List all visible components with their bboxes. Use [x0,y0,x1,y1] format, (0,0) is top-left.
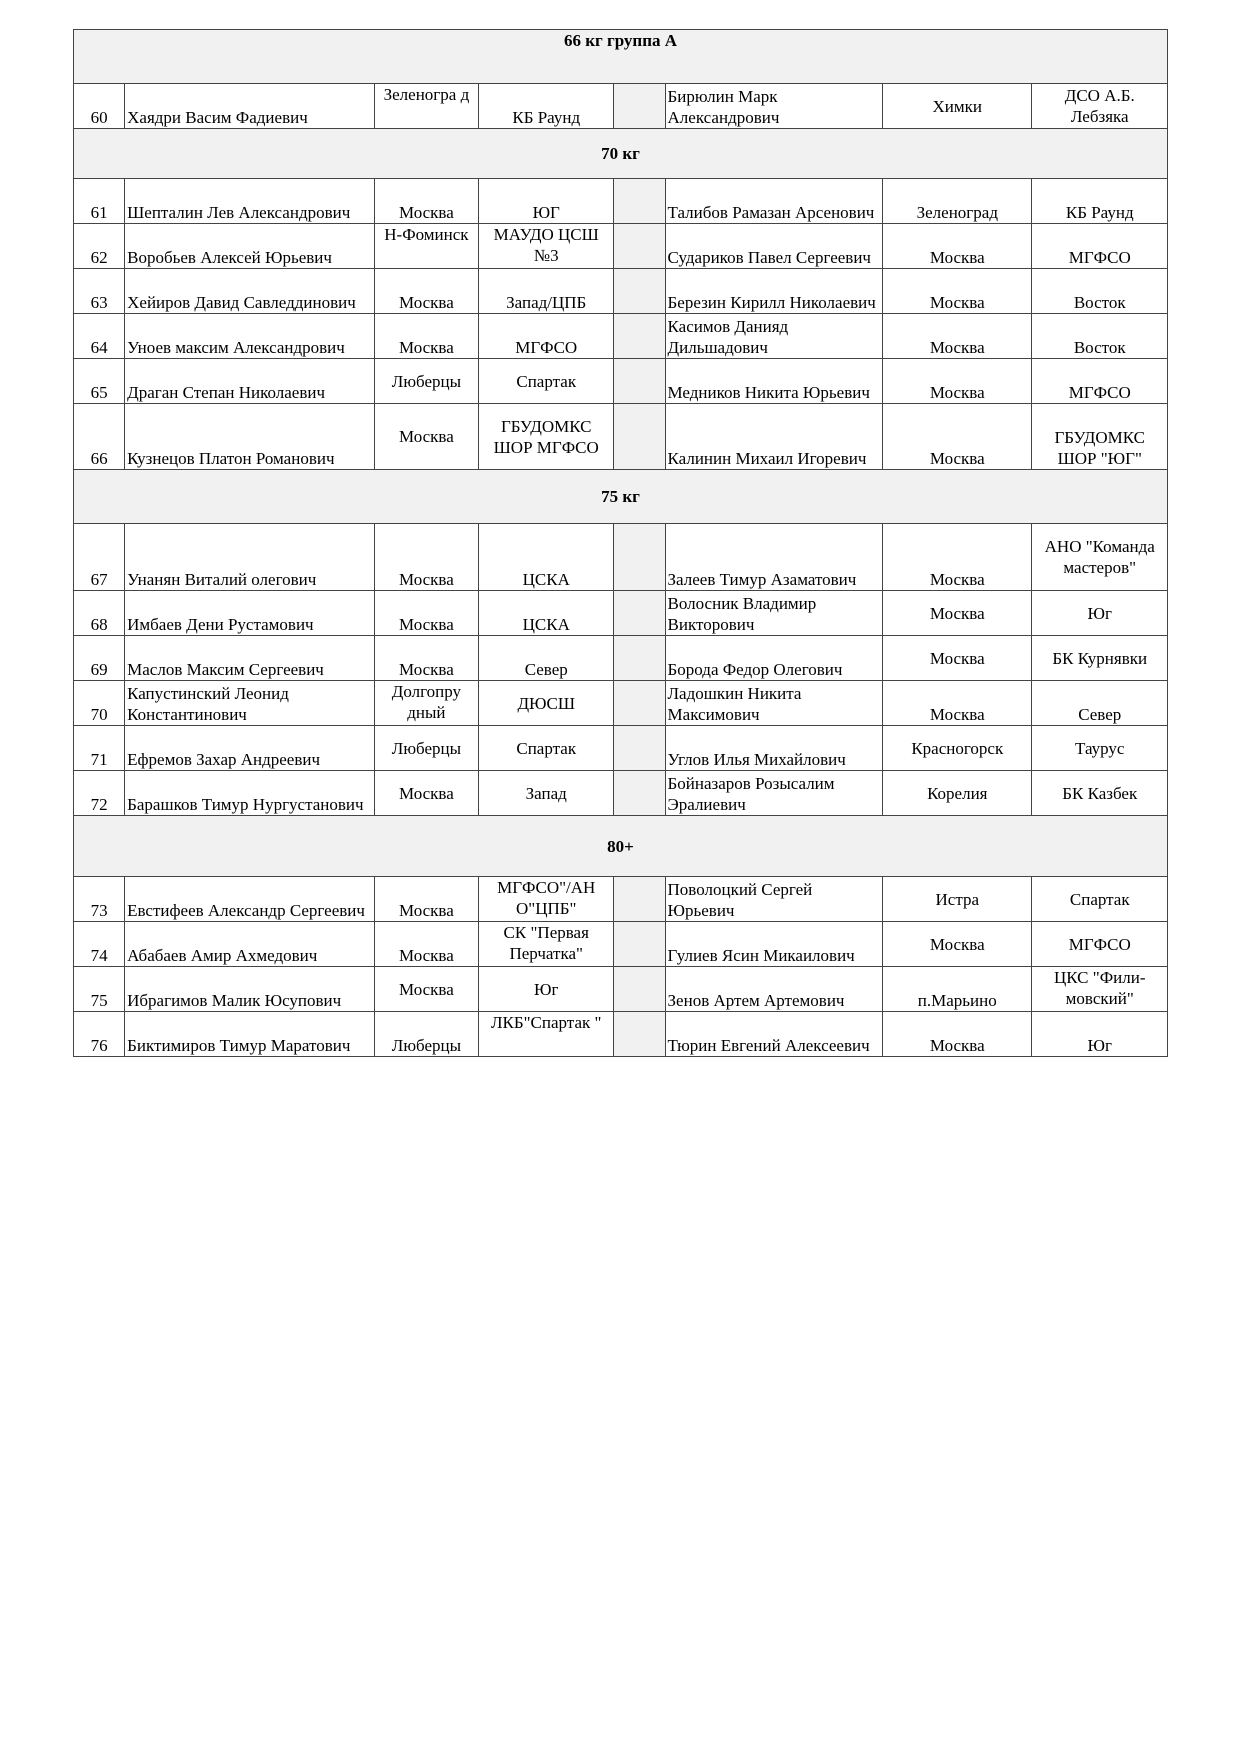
blue-corner-name: Волосник Владимир Викторович [665,591,883,636]
blue-corner-club: ДСО А.Б. Лебзяка [1032,84,1168,129]
blue-corner-name: Бойназаров Розысалим Эралиевич [665,771,883,816]
blue-corner-city: Москва [883,922,1032,967]
table-row [74,591,1168,636]
divider-cell [614,591,665,636]
table-row [74,771,1168,816]
blue-corner-club: Спартак [1032,877,1168,922]
blue-corner-city: Химки [883,84,1032,129]
divider-cell [614,314,665,359]
blue-corner-club: Север [1032,681,1168,726]
divider-cell [614,269,665,314]
blue-corner-city: Москва [883,681,1032,726]
table-row [74,681,1168,726]
blue-corner-name: Судариков Павел Сергеевич [665,224,883,269]
blue-corner-city: Москва [883,314,1032,359]
red-corner-name: Хаядри Васим Фадиевич [125,84,375,129]
bout-number: 68 [74,591,125,636]
blue-corner-city: Москва [883,1012,1032,1057]
red-corner-name: Ибрагимов Малик Юсупович [125,967,375,1012]
red-corner-city: Н-Фоминск [374,224,478,269]
table-row [74,524,1168,591]
blue-corner-city: Москва [883,591,1032,636]
bout-number: 64 [74,314,125,359]
red-corner-club: Север [479,636,614,681]
table-row [74,404,1168,470]
red-corner-name: Воробьев Алексей Юрьевич [125,224,375,269]
blue-corner-club: Таурус [1032,726,1168,771]
bout-number: 66 [74,404,125,470]
red-corner-club: МАУДО ЦСШ №3 [479,224,614,269]
blue-corner-city: Красногорск [883,726,1032,771]
table-row [74,1012,1168,1057]
section-title: 75 кг [74,470,1168,524]
table-row [74,922,1168,967]
blue-corner-club: Юг [1032,1012,1168,1057]
divider-cell [614,224,665,269]
bout-number: 61 [74,179,125,224]
blue-corner-city: Зеленоград [883,179,1032,224]
red-corner-club: ЦСКА [479,591,614,636]
red-corner-club: ГБУДОМКС ШОР МГФСО [479,404,614,470]
blue-corner-club: МГФСО [1032,224,1168,269]
bout-number: 62 [74,224,125,269]
bout-number: 73 [74,877,125,922]
blue-corner-city: Москва [883,524,1032,591]
divider-cell [614,726,665,771]
red-corner-name: Хейиров Давид Савледдинович [125,269,375,314]
red-corner-city: Москва [374,771,478,816]
red-corner-city: Москва [374,524,478,591]
red-corner-city: Москва [374,314,478,359]
blue-corner-name: Бирюлин Марк Александрович [665,84,883,129]
bout-number: 65 [74,359,125,404]
section-header-row [74,129,1168,179]
red-corner-city: Люберцы [374,726,478,771]
blue-corner-city: Москва [883,269,1032,314]
red-corner-club: Запад [479,771,614,816]
blue-corner-name: Зенов Артем Артемович [665,967,883,1012]
bout-number: 74 [74,922,125,967]
blue-corner-name: Углов Илья Михайлович [665,726,883,771]
divider-cell [614,404,665,470]
red-corner-name: Унанян Виталий олегович [125,524,375,591]
blue-corner-club: ГБУДОМКС ШОР "ЮГ" [1032,404,1168,470]
red-corner-club: МГФСО"/АН О"ЦПБ" [479,877,614,922]
bout-number: 76 [74,1012,125,1057]
divider-cell [614,359,665,404]
table-row [74,84,1168,129]
bout-number: 70 [74,681,125,726]
red-corner-city: Москва [374,404,478,470]
blue-corner-city: Истра [883,877,1032,922]
divider-cell [614,179,665,224]
blue-corner-name: Борода Федор Олегович [665,636,883,681]
blue-corner-name: Гулиев Ясин Микаилович [665,922,883,967]
section-header-row [74,30,1168,84]
blue-corner-club: Юг [1032,591,1168,636]
blue-corner-club: БК Курнявки [1032,636,1168,681]
blue-corner-city: Москва [883,404,1032,470]
blue-corner-city: Москва [883,224,1032,269]
table-row [74,726,1168,771]
blue-corner-name: Калинин Михаил Игоревич [665,404,883,470]
table-row [74,359,1168,404]
red-corner-city: Москва [374,591,478,636]
red-corner-name: Капустинский Леонид Константинович [125,681,375,726]
red-corner-name: Биктимиров Тимур Маратович [125,1012,375,1057]
red-corner-name: Шепталин Лев Александрович [125,179,375,224]
bout-number: 71 [74,726,125,771]
section-title: 70 кг [74,129,1168,179]
section-header-row [74,470,1168,524]
red-corner-club: СК "Первая Перчатка" [479,922,614,967]
bout-number: 75 [74,967,125,1012]
blue-corner-club: ЦКС "Фили-мовский" [1032,967,1168,1012]
red-corner-name: Барашков Тимур Нургустанович [125,771,375,816]
blue-corner-name: Тюрин Евгений Алексеевич [665,1012,883,1057]
red-corner-club: МГФСО [479,314,614,359]
blue-corner-city: п.Марьино [883,967,1032,1012]
divider-cell [614,84,665,129]
section-header-row [74,816,1168,877]
red-corner-club: Спартак [479,359,614,404]
divider-cell [614,636,665,681]
red-corner-club: Юг [479,967,614,1012]
red-corner-name: Маслов Максим Сергеевич [125,636,375,681]
bout-number: 69 [74,636,125,681]
bout-number: 60 [74,84,125,129]
red-corner-city: Люберцы [374,359,478,404]
blue-corner-city: Москва [883,359,1032,404]
red-corner-club: Запад/ЦПБ [479,269,614,314]
blue-corner-club: МГФСО [1032,922,1168,967]
table-row [74,224,1168,269]
blue-corner-club: АНО "Команда мастеров" [1032,524,1168,591]
red-corner-club: ДЮСШ [479,681,614,726]
blue-corner-name: Медников Никита Юрьевич [665,359,883,404]
section-title: 66 кг группа А [74,30,1168,84]
red-corner-club: ЛКБ"Спартак " [479,1012,614,1057]
divider-cell [614,1012,665,1057]
red-corner-name: Уноев максим Александрович [125,314,375,359]
red-corner-club: ЦСКА [479,524,614,591]
blue-corner-name: Талибов Рамазан Арсенович [665,179,883,224]
red-corner-name: Евстифеев Александр Сергеевич [125,877,375,922]
table-row [74,314,1168,359]
table-row [74,179,1168,224]
blue-corner-club: КБ Раунд [1032,179,1168,224]
table-row [74,877,1168,922]
bouts-table [73,29,1168,1057]
table-row [74,269,1168,314]
divider-cell [614,922,665,967]
red-corner-club: Спартак [479,726,614,771]
red-corner-city: Москва [374,877,478,922]
divider-cell [614,524,665,591]
red-corner-name: Кузнецов Платон Романович [125,404,375,470]
divider-cell [614,681,665,726]
red-corner-city: Москва [374,269,478,314]
red-corner-city: Зеленогра д [374,84,478,129]
red-corner-name: Имбаев Дени Рустамович [125,591,375,636]
divider-cell [614,877,665,922]
red-corner-name: Абабаев Амир Ахмедович [125,922,375,967]
blue-corner-club: БК Казбек [1032,771,1168,816]
blue-corner-club: Восток [1032,269,1168,314]
blue-corner-name: Березин Кирилл Николаевич [665,269,883,314]
red-corner-city: Москва [374,179,478,224]
red-corner-city: Долгопру дный [374,681,478,726]
blue-corner-club: МГФСО [1032,359,1168,404]
blue-corner-name: Ладошкин Никита Максимович [665,681,883,726]
blue-corner-name: Залеев Тимур Азаматович [665,524,883,591]
section-title: 80+ [74,816,1168,877]
divider-cell [614,771,665,816]
bout-number: 63 [74,269,125,314]
table-row [74,636,1168,681]
blue-corner-city: Москва [883,636,1032,681]
red-corner-city: Москва [374,636,478,681]
bout-number: 67 [74,524,125,591]
red-corner-city: Москва [374,922,478,967]
red-corner-city: Москва [374,967,478,1012]
red-corner-name: Ефремов Захар Андреевич [125,726,375,771]
red-corner-club: ЮГ [479,179,614,224]
blue-corner-name: Касимов Данияд Дильшадович [665,314,883,359]
divider-cell [614,967,665,1012]
blue-corner-city: Корелия [883,771,1032,816]
red-corner-name: Драган Степан Николаевич [125,359,375,404]
blue-corner-name: Поволоцкий Сергей Юрьевич [665,877,883,922]
bout-number: 72 [74,771,125,816]
blue-corner-club: Восток [1032,314,1168,359]
table-row [74,967,1168,1012]
red-corner-club: КБ Раунд [479,84,614,129]
red-corner-city: Люберцы [374,1012,478,1057]
